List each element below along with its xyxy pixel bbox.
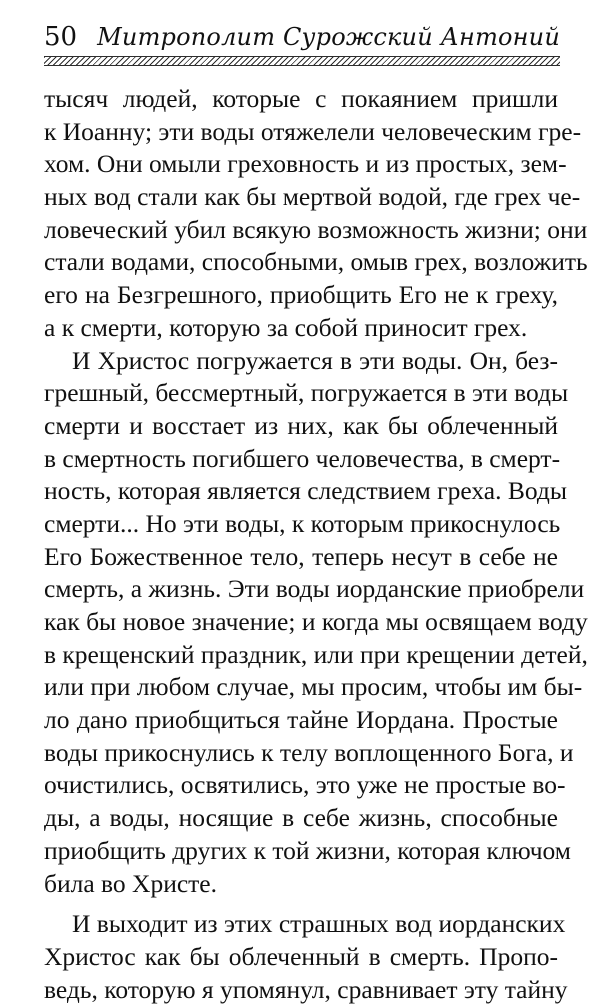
text-line: смерть, а жизнь. Эти воды иорданские приобрели: [44, 574, 585, 604]
text-line: ность, которая является следствием греха. Воды: [44, 476, 567, 506]
text-line: смерти... Но эти воды, к которым прикоснулось: [44, 508, 561, 538]
header-rule: [44, 56, 560, 66]
text-line: смерти и восстает из них, как бы облеченный: [44, 410, 558, 440]
body-text: [44, 83, 588, 1006]
text-line: в смертность погибшего человечества, в смерт-: [44, 443, 561, 473]
text-line: ды, а воды, носящие в себе жизнь, способные: [44, 803, 558, 833]
text-line: грешный, бессмертный, погружается в эти воды: [44, 378, 569, 408]
text-line: или при любом случае, мы просим, чтобы им бы-: [44, 672, 583, 702]
text-line: воды прикоснулись к телу воплощенного Бога, и: [44, 737, 574, 767]
text-line: как бы новое значение; и когда мы освящаем воду: [44, 607, 588, 636]
paragraph: [44, 83, 588, 345]
text-line: И выходит из этих страшных вод иорданских: [72, 909, 566, 939]
text-line: ло дано приобщиться тайне Иордана. Простые: [44, 705, 558, 735]
text-line: ных вод стали как бы мертвой водой, где грех че-: [44, 182, 581, 212]
text-line: тысяч людей, которые с покаянием пришли: [44, 84, 558, 113]
text-line: к Иоанну; эти воды отяжелели человеческим гре-: [44, 116, 582, 146]
text-line: ловеческий убил всякую возможность жизни; они: [44, 214, 588, 244]
page-number: 50: [44, 22, 78, 52]
text-line: его на Безгрешного, приобщить Его не к греху,: [44, 280, 558, 310]
text-line: хом. Они омыли греховность и из простых, зем-: [44, 149, 567, 179]
text-line: а к смерти, которую за собой приносит грех.: [44, 312, 528, 342]
text-line: приобщить других к той жизни, которая ключом: [44, 835, 571, 865]
text-line: в крещенский праздник, или при крещении детей,: [44, 639, 588, 669]
running-title: Митрополит Сурожский Антоний: [97, 23, 560, 51]
text-line: ведь, которую я упомянул, сравнивает эту тайну: [44, 974, 568, 1004]
text-line: Христос как бы облеченный в смерть. Пропо-: [44, 941, 558, 971]
page-header: [44, 18, 560, 58]
text-line: Его Божественное тело, теперь несут в себе не: [44, 541, 558, 571]
text-line: била во Христе.: [44, 868, 217, 898]
paragraph: [44, 345, 588, 901]
text-line: стали водами, способными, омыв грех, возложить: [44, 247, 588, 277]
paragraph: [44, 908, 568, 1006]
text-line: очистились, освятились, это уже не простые во-: [44, 770, 566, 800]
text-line: И Христос погружается в эти воды. Он, без-: [72, 345, 558, 375]
